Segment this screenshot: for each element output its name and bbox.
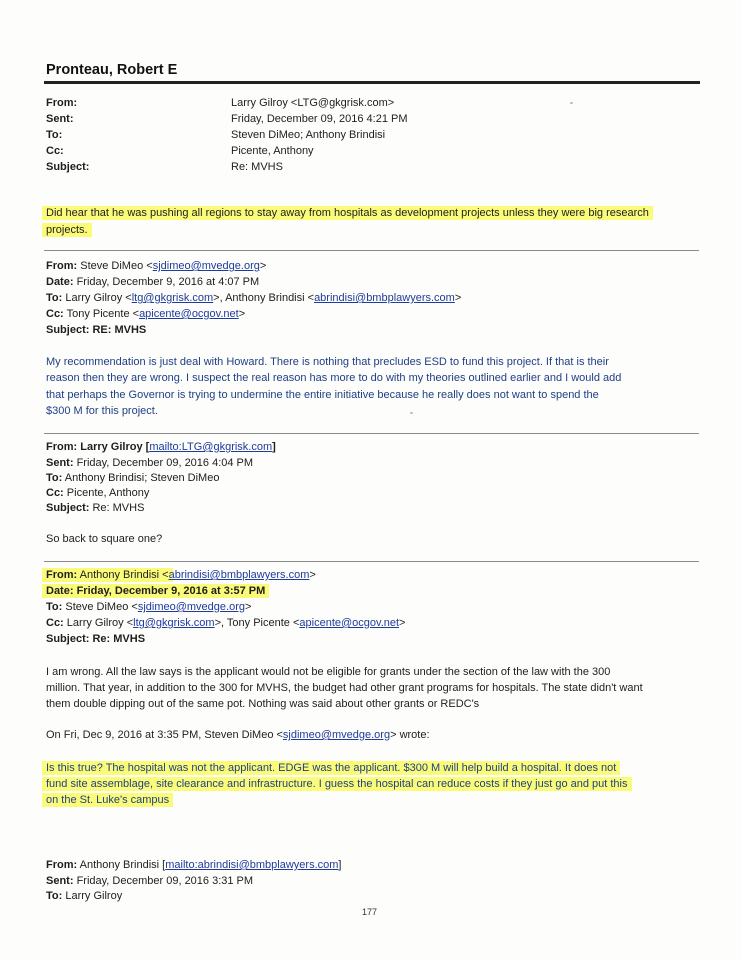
message4-from-label: From: [46,569,78,581]
message1-line1: Did hear that he was pushing all regions to stay away from hospitals as development projects unless they were big research [46,207,649,219]
message5-from-name: Anthony Brindisi [ [79,859,166,871]
divider-3 [44,561,699,562]
header-subject-value: Re: MVHS [231,161,283,173]
message4-cc-row [46,617,405,629]
header-from-label: From: [46,97,78,109]
message3-cc-row [46,487,149,499]
message1-line2: projects. [46,224,88,236]
message4-cc-mid: >, Tony Picente < [214,617,300,629]
message2-date-label: Date: [46,276,74,288]
message5-to-label: To: [46,890,63,902]
message4-from-end: > [309,569,316,581]
message4-subject-label: Subject: [46,633,90,645]
message3-body-line1: So back to square one? [46,533,163,545]
header-to-label: To: [46,129,63,141]
message2-to-row [46,292,461,304]
message2-from-end: > [259,260,267,272]
message4-to-label: To: [46,601,63,613]
header-to-value: Steven DiMeo; Anthony Brindisi [231,129,386,141]
message4-cc-name1: Larry Gilroy < [66,617,134,629]
message2-subject-row [46,324,146,336]
header-sent-label: Sent: [46,113,74,125]
message4-to-row [46,601,251,613]
message3-cc-value: Picente, Anthony [66,487,150,499]
message4-to-email-link[interactable]: sjdimeo@mvedge.org [137,601,245,613]
quoted-body-line3: on the St. Luke's campus [46,794,170,806]
message4-body-line1: I am wrong. All the law says is the applicant would not be eligible for grants under the section of the law with the 300 [46,666,611,678]
divider-1 [44,250,699,251]
message2-date-value: Friday, December 9, 2016 at 4:07 PM [76,276,260,288]
message3-subject-value: Re: MVHS [92,502,145,514]
message4-from-name: Anthony Brindisi < [79,569,169,581]
message4-body-line3: them double dipping out of the same pot. Nothing was said about other grants or REDC's [46,698,480,710]
divider-2 [44,433,699,434]
header-subject-label: Subject: [46,161,90,173]
message2-to-name1: Larry Gilroy < [65,292,132,304]
message4-cc-label: Cc: [46,617,64,629]
message4-date-label: Date: [46,585,74,597]
message2-cc-name: Tony Picente < [66,308,140,320]
message2-from-name: Steve DiMeo < [80,260,153,272]
quoted-wrote-prefix: On Fri, Dec 9, 2016 at 3:35 PM, Steven DiMeo < [46,729,283,741]
message3-sent-value: Friday, December 09, 2016 4:04 PM [76,457,254,469]
message5-from-email-link[interactable]: mailto:abrindisi@bmbplawyers.com [165,859,339,871]
message3-to-value: Anthony Brindisi; Steven DiMeo [64,472,220,484]
message3-from-end: ] [272,441,276,453]
message3-to-row [46,472,219,484]
message3-to-label: To: [46,472,63,484]
header-cc-value: Picente, Anthony [231,145,314,157]
message4-subject-value: Re: MVHS [92,633,146,645]
message3-sent-row [46,457,253,469]
message3-from-label: From: [46,441,78,453]
message3-from-row [46,441,276,453]
message4-date-value: Friday, December 9, 2016 at 3:57 PM [76,585,266,597]
message2-to-email1-link[interactable]: ltg@gkgrisk.com [131,292,214,304]
message5-sent-row [46,875,253,887]
message3-sent-label: Sent: [46,457,74,469]
quoted-wrote-line [46,729,430,741]
message5-from-label: From: [46,859,78,871]
message4-to-name: Steve DiMeo < [65,601,138,613]
message3-subject-row [46,502,144,514]
document-title: Pronteau, Robert E [46,62,178,78]
quoted-body-line1: Is this true? The hospital was not the applicant. EDGE was the applicant. $300 M will help build a hospital. It does not [46,762,617,774]
quoted-wrote-email-link[interactable]: sjdimeo@mvedge.org [282,729,391,741]
message4-date-row [46,585,265,597]
message2-cc-end: > [238,308,246,320]
message4-from-row [46,569,316,581]
header-from-value: Larry Gilroy <LTG@gkgrisk.com> [231,97,395,109]
message5-from-row [46,859,341,871]
message2-body-line3: that perhaps the Governor is trying to undermine the entire initiative because he really does not want to spend the [46,389,599,401]
message5-to-row [46,890,122,902]
message2-to-end: > [454,292,462,304]
message2-body-line4: $300 M for this project. [46,405,158,417]
message2-to-label: To: [46,292,63,304]
message2-to-mid: >, Anthony Brindisi < [213,292,315,304]
message2-cc-email-link[interactable]: apicente@ocgov.net [139,308,239,320]
message2-cc-label: Cc: [46,308,64,320]
message2-from-email-link[interactable]: sjdimeo@mvedge.org [152,260,260,272]
message4-cc-email2-link[interactable]: apicente@ocgov.net [299,617,400,629]
header-cc-label: Cc: [46,145,64,157]
message2-date-row [46,276,259,288]
quoted-body-line2: fund site assemblage, site clearance and infrastructure. I guess the hospital can reduce costs if they just go and put this [46,778,628,790]
message2-body-line1: My recommendation is just deal with Howard. There is nothing that precludes ESD to fund this project. If that is their [46,356,609,368]
header-sent-value: Friday, December 09, 2016 4:21 PM [231,113,408,125]
message3-from-email-link[interactable]: mailto:LTG@gkgrisk.com [149,441,273,453]
message4-cc-email1-link[interactable]: ltg@gkgrisk.com [133,617,215,629]
message4-to-end: > [244,601,252,613]
message3-cc-label: Cc: [46,487,64,499]
scan-speck [410,412,413,414]
message2-cc-row [46,308,245,320]
message2-from-row [46,260,266,272]
message5-sent-value: Friday, December 09, 2016 3:31 PM [76,875,254,887]
scan-speck [570,102,573,104]
message4-cc-end: > [399,617,406,629]
message5-from-end: ] [338,859,342,871]
quoted-wrote-suffix: > wrote: [390,729,430,741]
message4-subject-row [46,633,145,645]
message5-sent-label: Sent: [46,875,74,887]
message5-to-value: Larry Gilroy [65,890,123,902]
message2-to-email2-link[interactable]: abrindisi@bmbplawyers.com [314,292,455,304]
message2-from-label: From: [46,260,78,272]
page-number: 177 [362,907,378,917]
title-rule [44,81,700,84]
message3-from-name: Larry Gilroy [ [80,441,150,453]
message2-subject-value: RE: MVHS [92,324,147,336]
message4-from-email-link[interactable]: abrindisi@bmbplawyers.com [168,569,310,581]
message2-body-line2: reason then they are wrong. I suspect the real reason has more to do with my theories outlined earlier and I would add [46,372,622,384]
message4-body-line2: million. That year, in addition to the 300 for MVHS, the budget had other grant programs for hospitals. The state didn't want [46,682,643,694]
message3-subject-label: Subject: [46,502,90,514]
message2-subject-label: Subject: [46,324,90,336]
